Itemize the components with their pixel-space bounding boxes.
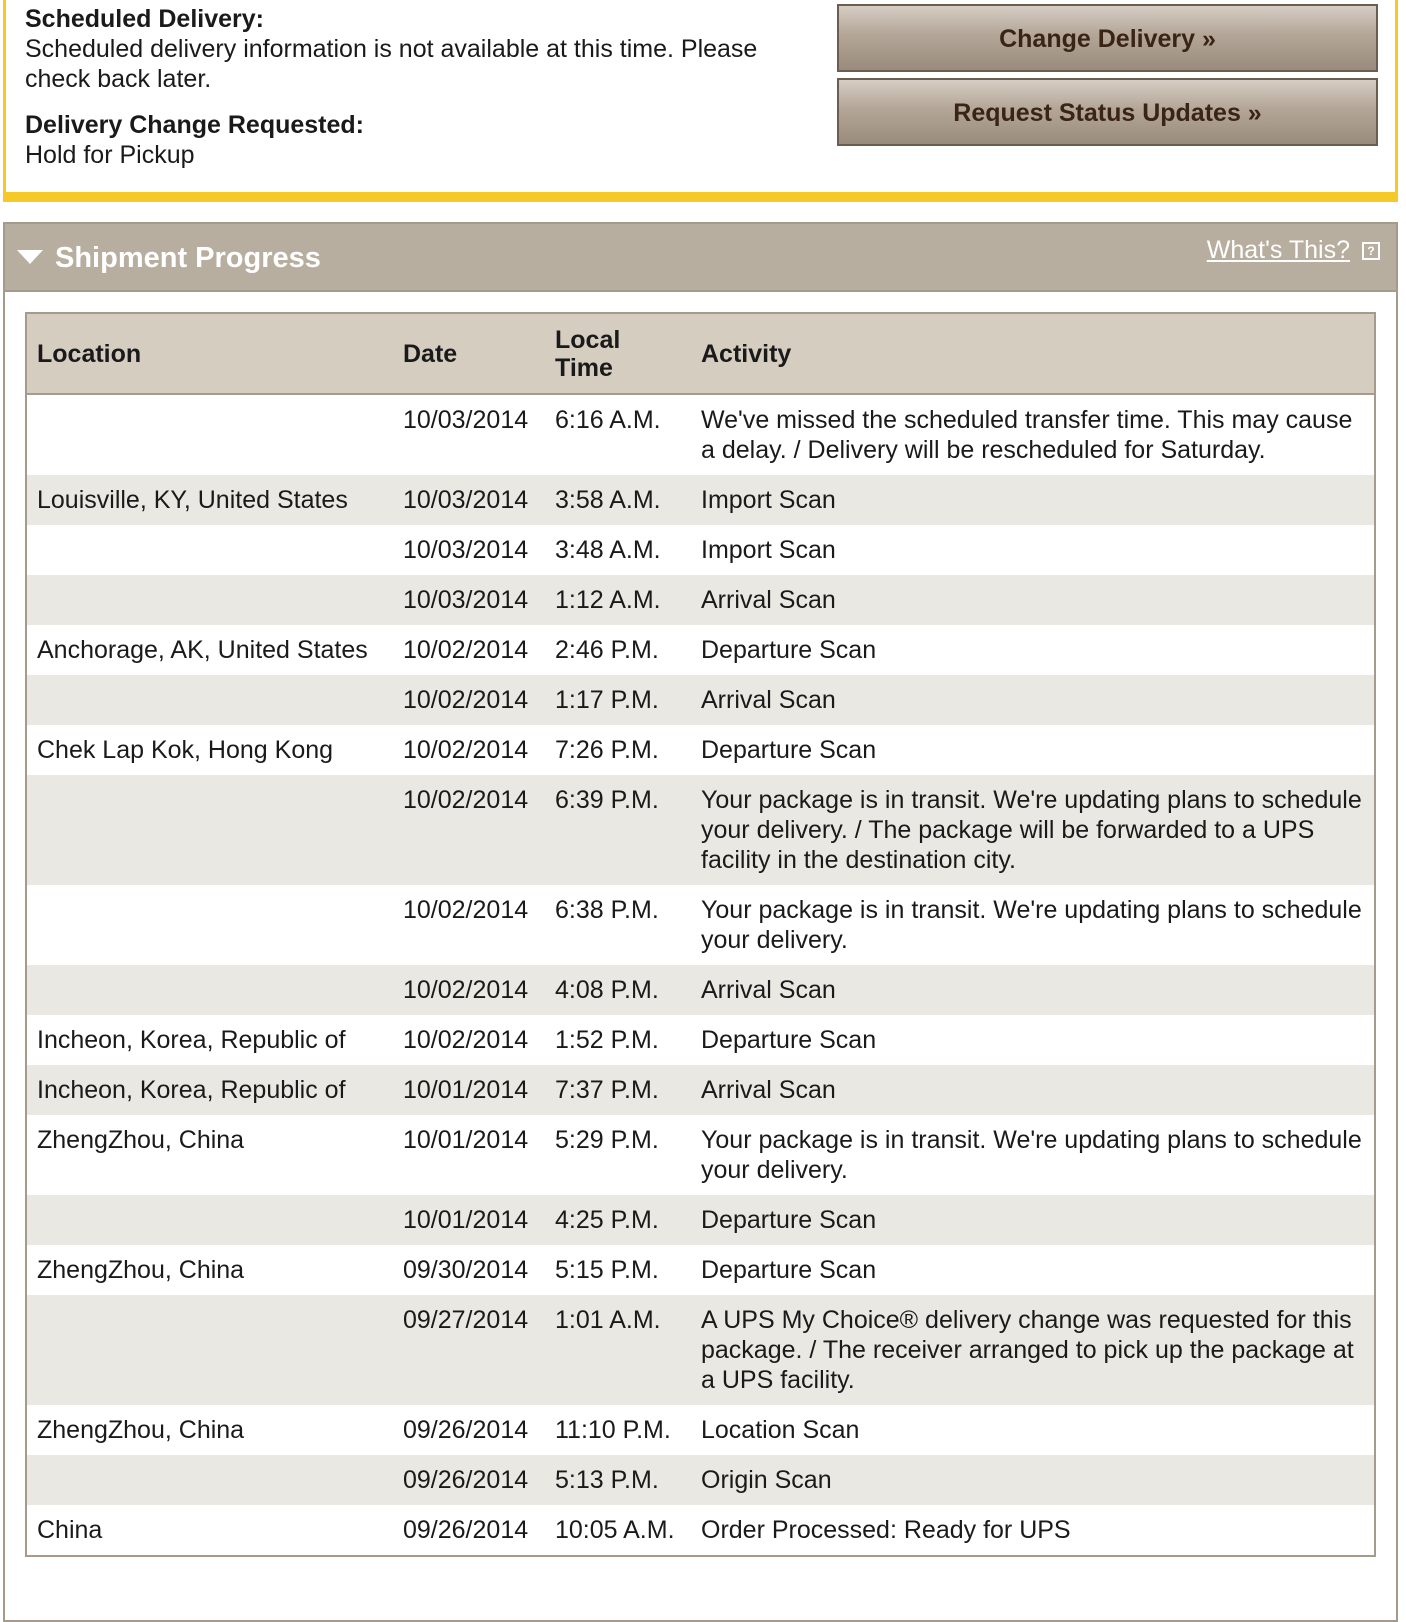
cell-activity: Departure Scan (701, 636, 877, 664)
shipment-progress-table (27, 314, 1374, 1555)
table-row (27, 965, 1374, 1015)
cell-local-time: 5:13 P.M. (545, 1455, 691, 1505)
cell-local-time: 1:12 A.M. (545, 575, 691, 625)
cell-location: China (37, 1516, 103, 1544)
cell-activity: Order Processed: Ready for UPS (701, 1516, 1071, 1544)
cell-local-time: 3:58 A.M. (545, 475, 691, 525)
cell-location: Chek Lap Kok, Hong Kong (37, 736, 334, 764)
scheduled-delivery-label: Scheduled Delivery: (25, 5, 264, 33)
cell-local-time: 4:25 P.M. (545, 1195, 691, 1245)
table-row (27, 725, 1374, 775)
cell-date: 10/01/2014 (393, 1065, 545, 1115)
column-header-location: Location (27, 314, 393, 394)
cell-activity: Your package is in transit. We're updating plans to schedule your delivery. / The package will be forwarded to a UPS facility in the destination city. (691, 775, 1374, 885)
cell-location (27, 775, 393, 885)
cell-activity: A UPS My Choice® delivery change was requested for this package. / The receiver arranged to pick up the package at a UPS facility. (691, 1295, 1374, 1405)
whats-this-link[interactable]: What's This? (1206, 236, 1350, 264)
table-row (27, 1295, 1374, 1405)
cell-date: 09/26/2014 (403, 1516, 529, 1544)
cell-location (27, 1455, 393, 1505)
shipment-progress-panel (3, 222, 1398, 1622)
cell-date: 10/01/2014 (393, 1195, 545, 1245)
cell-local-time: 4:08 P.M. (545, 965, 691, 1015)
cell-local-time: 3:48 A.M. (555, 536, 661, 564)
cell-date: 10/02/2014 (393, 965, 545, 1015)
cell-date: 10/03/2014 (393, 575, 545, 625)
cell-location (27, 965, 393, 1015)
cell-activity: Departure Scan (701, 736, 877, 764)
collapse-triangle-icon[interactable] (17, 250, 43, 264)
cell-location: Incheon, Korea, Republic of (27, 1065, 393, 1115)
cell-local-time: 2:46 P.M. (555, 636, 659, 664)
table-row (27, 775, 1374, 885)
cell-date: 09/30/2014 (403, 1256, 529, 1284)
cell-local-time: 1:52 P.M. (555, 1026, 659, 1054)
cell-location (27, 675, 393, 725)
cell-date: 10/02/2014 (403, 636, 529, 664)
column-header-date: Date (393, 314, 545, 394)
table-row (27, 394, 1374, 475)
cell-activity: Departure Scan (691, 1195, 1374, 1245)
delivery-status-panel (3, 0, 1398, 202)
cell-local-time: 5:29 P.M. (555, 1126, 659, 1154)
help-popup-icon[interactable]: ? (1362, 242, 1380, 260)
table-row (27, 885, 1374, 965)
table-row (27, 675, 1374, 725)
cell-activity: Import Scan (691, 475, 1374, 525)
cell-local-time: 1:01 A.M. (545, 1295, 691, 1405)
cell-location: Anchorage, AK, United States (37, 636, 368, 664)
cell-date: 10/02/2014 (393, 775, 545, 885)
table-row (27, 1065, 1374, 1115)
cell-local-time: 1:17 P.M. (545, 675, 691, 725)
cell-date: 10/02/2014 (403, 896, 529, 924)
cell-location: Louisville, KY, United States (27, 475, 393, 525)
cell-activity: Departure Scan (701, 1026, 877, 1054)
table-row (27, 625, 1374, 675)
cell-activity: Arrival Scan (691, 675, 1374, 725)
cell-activity: Your package is in transit. We're updating plans to schedule your delivery. (701, 1126, 1362, 1184)
table-row (27, 475, 1374, 525)
cell-location (27, 394, 393, 475)
cell-date: 10/02/2014 (403, 736, 529, 764)
column-header-activity: Activity (691, 314, 1374, 394)
column-header-local-time: Local Time (545, 314, 691, 394)
shipment-progress-header[interactable] (5, 224, 1396, 292)
cell-local-time: 7:26 P.M. (555, 736, 659, 764)
cell-location (27, 575, 393, 625)
change-delivery-button[interactable]: Change Delivery » (837, 4, 1378, 72)
cell-local-time: 7:37 P.M. (545, 1065, 691, 1115)
cell-date: 10/03/2014 (393, 475, 545, 525)
cell-local-time: 11:10 P.M. (555, 1416, 671, 1444)
cell-local-time: 10:05 A.M. (555, 1516, 675, 1544)
cell-date: 10/02/2014 (393, 675, 545, 725)
cell-location: ZhengZhou, China (37, 1416, 245, 1444)
cell-location (27, 1195, 393, 1245)
cell-location: ZhengZhou, China (37, 1256, 245, 1284)
cell-activity: Location Scan (701, 1416, 860, 1444)
table-row (27, 1405, 1374, 1455)
table-body (27, 394, 1374, 1555)
cell-local-time: 6:39 P.M. (545, 775, 691, 885)
cell-activity: Departure Scan (701, 1256, 877, 1284)
cell-activity: We've missed the scheduled transfer time. This may cause a delay. / Delivery will be rescheduled for Saturday. (701, 406, 1353, 464)
cell-local-time: 5:15 P.M. (555, 1256, 659, 1284)
delivery-info (25, 4, 815, 186)
cell-activity: Arrival Scan (691, 1065, 1374, 1115)
cell-location: ZhengZhou, China (37, 1126, 245, 1154)
cell-date: 09/26/2014 (403, 1416, 529, 1444)
cell-activity: Import Scan (701, 536, 836, 564)
cell-location: Incheon, Korea, Republic of (37, 1026, 346, 1054)
cell-date: 09/27/2014 (393, 1295, 545, 1405)
table-header-row (27, 314, 1374, 394)
table-row (27, 525, 1374, 575)
cell-date: 10/03/2014 (403, 536, 529, 564)
cell-date: 09/26/2014 (393, 1455, 545, 1505)
cell-date: 10/02/2014 (403, 1026, 529, 1054)
cell-local-time: 6:16 A.M. (555, 406, 661, 434)
table-row (27, 1195, 1374, 1245)
cell-activity: Origin Scan (691, 1455, 1374, 1505)
request-status-updates-button[interactable]: Request Status Updates » (837, 78, 1378, 146)
table-row (27, 575, 1374, 625)
delivery-actions (837, 4, 1378, 152)
cell-date: 10/03/2014 (403, 406, 529, 434)
shipment-progress-title: Shipment Progress (55, 242, 321, 274)
shipment-progress-table-container (25, 312, 1376, 1557)
cell-location (27, 885, 393, 965)
cell-location (27, 1295, 393, 1405)
table-row (27, 1015, 1374, 1065)
cell-location (27, 525, 393, 575)
cell-local-time: 6:38 P.M. (555, 896, 659, 924)
cell-activity: Arrival Scan (691, 575, 1374, 625)
cell-activity: Arrival Scan (691, 965, 1374, 1015)
delivery-change-label: Delivery Change Requested: (25, 111, 364, 139)
cell-activity: Your package is in transit. We're updating plans to schedule your delivery. (701, 896, 1362, 954)
table-row (27, 1115, 1374, 1195)
scheduled-delivery-value: Scheduled delivery information is not available at this time. Please check back later. (25, 35, 758, 93)
table-row (27, 1245, 1374, 1295)
table-row (27, 1505, 1374, 1555)
cell-date: 10/01/2014 (403, 1126, 529, 1154)
table-row (27, 1455, 1374, 1505)
delivery-change-value: Hold for Pickup (25, 141, 195, 169)
